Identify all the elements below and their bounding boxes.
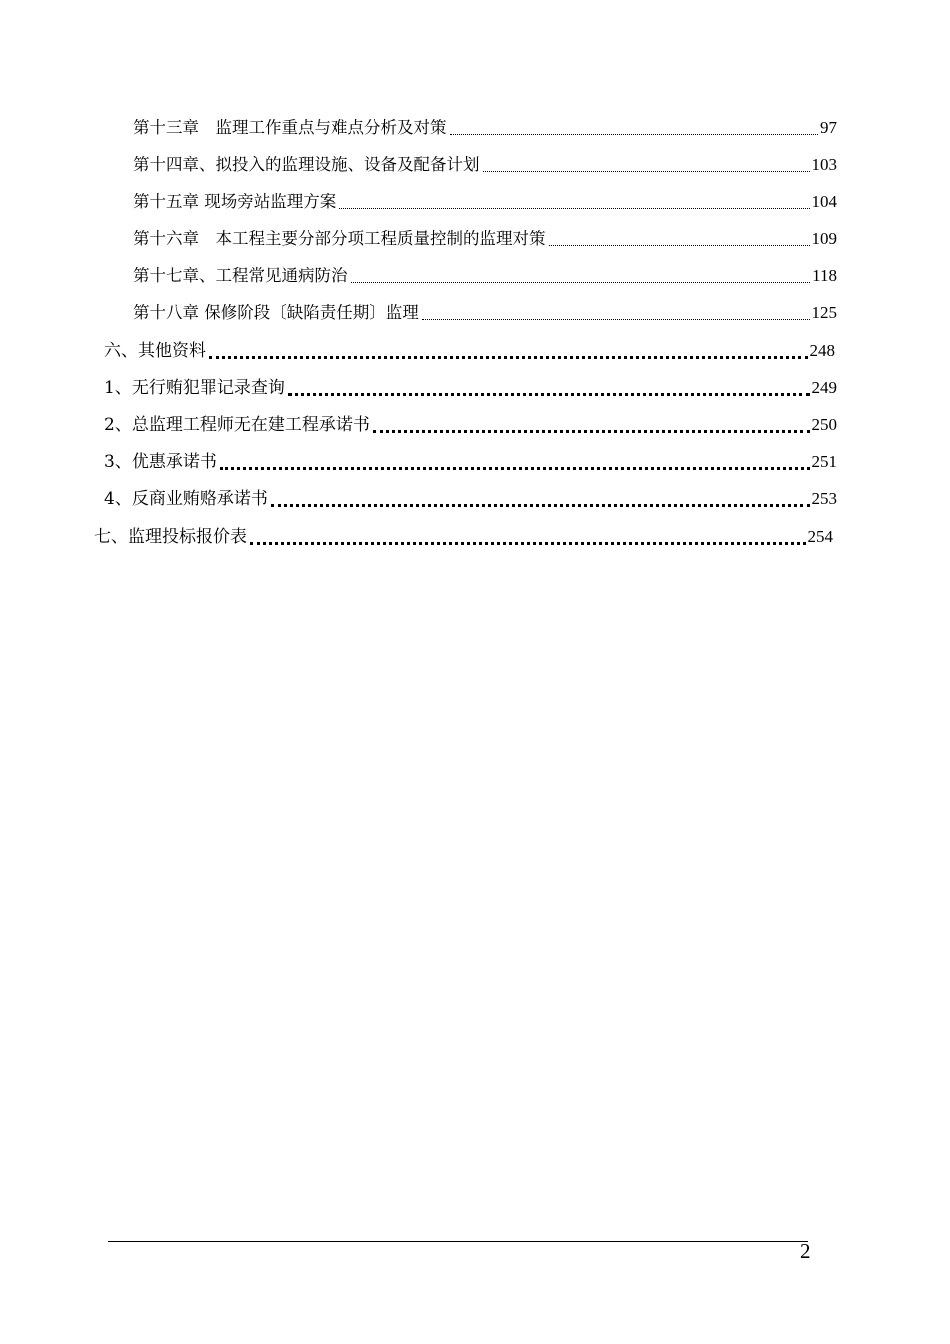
toc-entry-chapter-13[interactable] xyxy=(133,115,837,141)
toc-entry-label: 第十七章、工程常见通病防治 xyxy=(133,266,348,285)
dot-leader xyxy=(422,319,810,320)
dot-leader xyxy=(483,171,810,172)
dot-leader xyxy=(339,208,809,209)
toc-entry-item-4[interactable] xyxy=(104,486,837,512)
toc-entry-label: 3、优惠承诺书 xyxy=(104,452,217,472)
toc-entry-label: 第十四章、拟投入的监理设施、设备及配备计划 xyxy=(133,155,480,174)
toc-entry-page: 125 xyxy=(811,303,837,322)
toc-entry-chapter-17[interactable] xyxy=(133,263,837,289)
dot-leader xyxy=(271,504,810,507)
toc-entry-item-3[interactable] xyxy=(104,449,837,475)
toc-entry-label: 第十三章 监理工作重点与难点分析及对策 xyxy=(133,118,447,137)
toc-entry-page: 248 xyxy=(809,341,835,360)
dot-leader xyxy=(351,282,811,283)
toc-entry-section-6[interactable] xyxy=(104,338,835,364)
dot-leader xyxy=(373,430,810,433)
toc-entry-chapter-15[interactable] xyxy=(133,189,837,215)
toc-entry-page: 254 xyxy=(807,527,833,546)
dot-leader xyxy=(549,245,810,246)
dot-leader xyxy=(288,393,810,396)
toc-entry-label: 第十八章 保修阶段〔缺陷责任期〕监理 xyxy=(133,303,419,322)
toc-entry-label: 六、其他资料 xyxy=(104,341,206,361)
toc-entry-label: 1、无行贿犯罪记录查询 xyxy=(104,378,285,398)
toc-entry-label: 第十六章 本工程主要分部分项工程质量控制的监理对策 xyxy=(133,229,546,248)
toc-entry-page: 249 xyxy=(811,378,837,397)
toc-entry-item-2[interactable] xyxy=(104,412,837,438)
toc-entry-label: 2、总监理工程师无在建工程承诺书 xyxy=(104,415,370,435)
page-number: 2 xyxy=(800,1239,811,1263)
toc-entry-section-7[interactable] xyxy=(94,524,833,550)
toc-entry-chapter-16[interactable] xyxy=(133,226,837,252)
toc-entry-label: 4、反商业贿赂承诺书 xyxy=(104,489,268,509)
dot-leader xyxy=(209,356,808,359)
toc-entry-page: 103 xyxy=(811,155,837,174)
dot-leader xyxy=(250,542,806,545)
toc-entry-label: 七、监理投标报价表 xyxy=(94,527,247,547)
toc-entry-page: 97 xyxy=(820,118,837,137)
footer-rule xyxy=(108,1241,808,1242)
toc-entry-page: 251 xyxy=(811,452,837,471)
toc-entry-page: 118 xyxy=(812,266,837,285)
toc-entry-label: 第十五章 现场旁站监理方案 xyxy=(133,192,337,211)
toc-entry-page: 104 xyxy=(811,192,837,211)
toc-entry-page: 250 xyxy=(811,415,837,434)
toc-entry-chapter-18[interactable] xyxy=(133,300,837,326)
toc-entry-page: 253 xyxy=(811,489,837,508)
toc-entry-page: 109 xyxy=(811,229,837,248)
toc-entry-chapter-14[interactable] xyxy=(133,152,837,178)
toc-entry-item-1[interactable] xyxy=(104,375,837,401)
dot-leader xyxy=(450,134,819,135)
dot-leader xyxy=(220,467,810,470)
